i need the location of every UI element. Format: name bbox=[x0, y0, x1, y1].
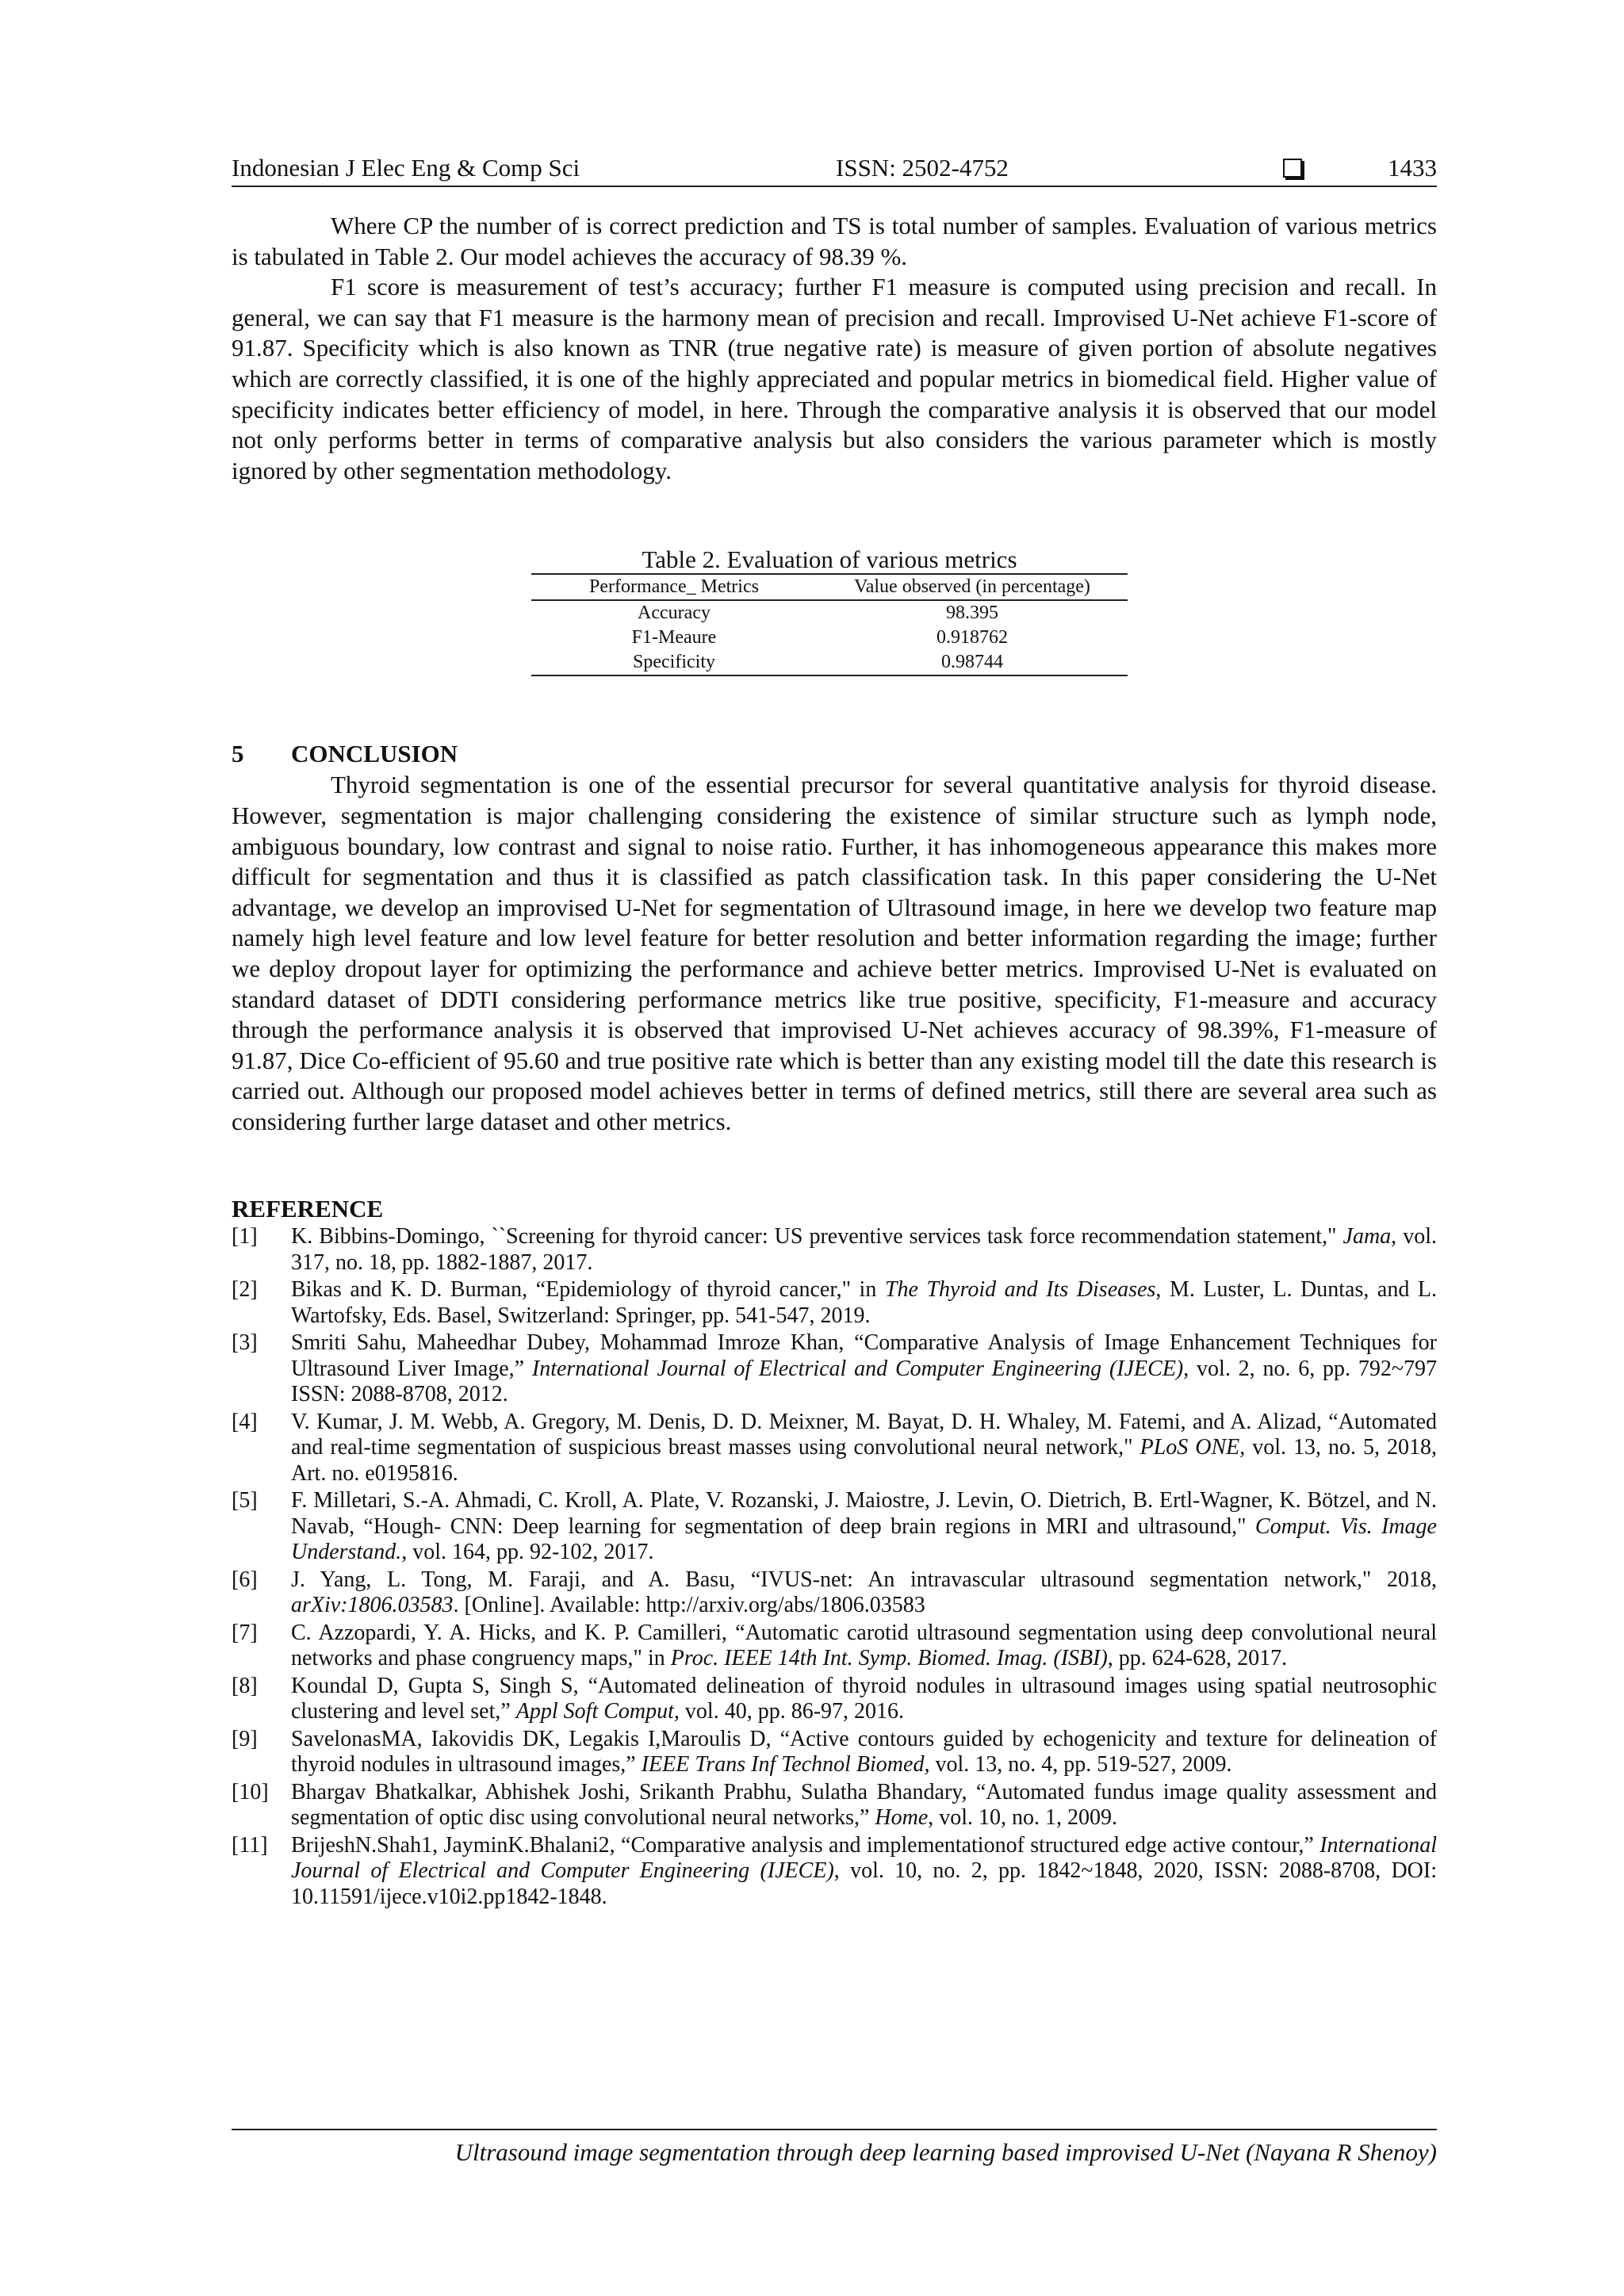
reference-item bbox=[232, 1277, 1437, 1329]
reference-details: vol. 40, pp. 86-97, 2016. bbox=[679, 1699, 905, 1724]
reference-item bbox=[232, 1488, 1437, 1566]
reference-number: [2] bbox=[232, 1277, 258, 1303]
reference-number: [9] bbox=[232, 1726, 258, 1751]
reference-details: , vol. 13, no. 5, 2018, Art. no. e0195816. bbox=[291, 1435, 1437, 1486]
table-row bbox=[531, 650, 1128, 675]
reference-details: , vol. 317, no. 18, pp. 1882-1887, 2017. bbox=[291, 1224, 1437, 1275]
table-header-cell: Performance_ Metrics bbox=[531, 574, 817, 600]
reference-number: [5] bbox=[232, 1488, 258, 1513]
reference-number: [4] bbox=[232, 1409, 258, 1434]
reference-source: IEEE Trans Inf Technol Biomed, bbox=[641, 1752, 930, 1777]
reference-number: [3] bbox=[232, 1330, 258, 1356]
reference-details: , pp. 624-628, 2017. bbox=[1107, 1646, 1288, 1671]
reference-text: BrijeshN.Shah1, JayminK.Bhalani2, “Comparative analysis and implementationof structured edge active contour,” bbox=[291, 1832, 1320, 1858]
reference-text: Koundal D, Gupta S, Singh S, “Automated delineation of thyroid nodules in ultrasound images using spatial neutrosophic clustering and level set,” bbox=[291, 1673, 1437, 1724]
journal-name: Indonesian J Elec Eng & Comp Sci bbox=[232, 154, 580, 182]
reference-number: [1] bbox=[232, 1224, 258, 1249]
reference-number: [6] bbox=[232, 1567, 258, 1592]
reference-item bbox=[232, 1727, 1437, 1778]
reference-source: International Journal of Electrical and Computer Engineering (IJECE) bbox=[291, 1832, 1437, 1884]
issn: ISSN: 2502-4752 bbox=[836, 154, 1009, 182]
body-paragraph-1: Where CP the number of is correct prediction and TS is total number of samples. Evaluation of various metrics is tabulated in Table 2. Our model achieves the accuracy of 98.39 %. bbox=[232, 212, 1437, 270]
reference-source: Appl Soft Comput, bbox=[515, 1699, 680, 1724]
metrics-table bbox=[531, 573, 1128, 676]
table-row bbox=[531, 600, 1128, 626]
reference-source: PLoS ONE bbox=[1139, 1435, 1240, 1460]
section-title: CONCLUSION bbox=[291, 740, 458, 768]
reference-source: The Thyroid and Its Diseases bbox=[884, 1277, 1156, 1303]
reference-item bbox=[232, 1780, 1437, 1831]
square-box-icon bbox=[1283, 159, 1302, 178]
table-caption: Table 2. Evaluation of various metrics bbox=[642, 545, 1017, 574]
reference-details: , M. Luster, L. Duntas, and L. Wartofsky, Eds. Basel, Switzerland: Springer, pp. 541-547, 2019. bbox=[291, 1277, 1438, 1328]
page bbox=[232, 151, 1437, 1911]
reference-number: [8] bbox=[232, 1673, 258, 1698]
reference-text: C. Azzopardi, Y. A. Hicks, and K. P. Camilleri, “Automatic carotid ultrasound segmentation using deep convolutional neural networks and phase congruency maps," in bbox=[291, 1620, 1437, 1671]
reference-source: Comput. Vis. Image Understand. bbox=[291, 1513, 1437, 1565]
reference-number: [11] bbox=[232, 1832, 268, 1858]
reference-text: F. Milletari, S.-A. Ahmadi, C. Kroll, A. Plate, V. Rozanski, J. Maiostre, J. Levin, O. Dietrich, B. Ertl-Wagner, K. Bötzel, and N. Navab, “Hough- CNN: Deep learning for segmentation of deep brain regions in MRI and ultrasound," bbox=[291, 1488, 1437, 1539]
reference-text: J. Yang, L. Tong, M. Faraji, and A. Basu, “IVUS-net: An intravascular ultrasound segmentation network," 2018, bbox=[291, 1567, 1437, 1592]
table-cell: 98.395 bbox=[946, 603, 998, 624]
reference-item bbox=[232, 1567, 1437, 1619]
reference-details: , vol. 2, no. 6, pp. 792~797 ISSN: 2088-8708, 2012. bbox=[291, 1356, 1437, 1407]
reference-item bbox=[232, 1224, 1437, 1276]
page-number: 1433 bbox=[1388, 154, 1437, 182]
table-cell: 0.918762 bbox=[936, 627, 1008, 649]
reference-item bbox=[232, 1674, 1437, 1725]
reference-text: Bikas and K. D. Burman, “Epidemiology of thyroid cancer," in bbox=[291, 1277, 885, 1303]
reference-details: , vol. 10, no. 1, 2009. bbox=[928, 1805, 1118, 1831]
table-header-cell: Value observed (in percentage) bbox=[817, 574, 1128, 600]
reference-details: , vol. 164, pp. 92-102, 2017. bbox=[401, 1540, 654, 1565]
reference-list bbox=[232, 1224, 1437, 1910]
reference-details: . [Online]. Available: http://arxiv.org/abs/1806.03583 bbox=[453, 1593, 925, 1618]
body-paragraph-2: F1 score is measurement of test’s accuracy; further F1 measure is computed using precision and recall. In general, we can say that F1 measure is the harmony mean of precision and recall. Improvised U-Net achieve F1-score of 91.87. Specificity which is also known as TNR (true negative rate) is measure of given portion of absolute negatives which are correctly classified, it is one of the highly appreciated and popular metrics in biomedical field. Higher value of specificity indicates better efficiency of model, in here. Through the comparative analysis it is observed that our model not only performs better in terms of comparative analysis but also considers the various parameter which is mostly ignored by other segmentation methodology. bbox=[232, 273, 1437, 484]
reference-source: International Journal of Electrical and Computer Engineering (IJECE) bbox=[531, 1356, 1184, 1381]
table-cell: Specificity bbox=[531, 650, 817, 675]
reference-text: K. Bibbins-Domingo, ``Screening for thyroid cancer: US preventive services task force recommendation statement," bbox=[291, 1224, 1343, 1249]
reference-source: Home bbox=[875, 1805, 929, 1831]
references-heading: REFERENCE bbox=[232, 1195, 384, 1223]
table-cell: Accuracy bbox=[638, 603, 710, 624]
table-header-row bbox=[531, 574, 1128, 600]
section-heading-conclusion bbox=[232, 738, 1437, 770]
reference-item bbox=[232, 1410, 1437, 1487]
reference-source: Proc. IEEE 14th Int. Symp. Biomed. Imag. (ISBI) bbox=[670, 1646, 1108, 1671]
running-header bbox=[232, 151, 1437, 187]
reference-item bbox=[232, 1833, 1437, 1911]
reference-source: Jama bbox=[1342, 1224, 1392, 1249]
reference-item bbox=[232, 1330, 1437, 1408]
running-footer: Ultrasound image segmentation through deep learning based improvised U-Net (Nayana R Shenoy) bbox=[232, 2129, 1437, 2168]
reference-number: [10] bbox=[232, 1779, 269, 1804]
table-2 bbox=[531, 546, 1128, 676]
table-row bbox=[531, 626, 1128, 650]
table-cell: 0.98744 bbox=[817, 650, 1128, 675]
reference-text: Bhargav Bhatkalkar, Abhishek Joshi, Srikanth Prabhu, Sulatha Bhandary, “Automated fundus image quality assessment and segmentation of optic disc using convolutional neural networks,” bbox=[291, 1779, 1437, 1831]
reference-item bbox=[232, 1621, 1437, 1672]
reference-source: arXiv:1806.03583 bbox=[291, 1593, 454, 1618]
reference-text: SavelonasMA, Iakovidis DK, Legakis I,Maroulis D, “Active contours guided by echogenicity and texture for delineation of thyroid nodules in ultrasound images,” bbox=[291, 1726, 1437, 1777]
reference-details: vol. 13, no. 4, pp. 519-527, 2009. bbox=[929, 1752, 1232, 1777]
table-cell: F1-Meaure bbox=[631, 627, 717, 649]
conclusion-paragraph: Thyroid segmentation is one of the essential precursor for several quantitative analysis for thyroid disease. However, segmentation is major challenging considering the existence of similar structure such as lymph node, ambiguous boundary, low contrast and signal to noise ratio. Further, it has inhomogeneous appearance this makes more difficult for segmentation and thus it is classified as patch classification task. In this paper considering the U-Net advantage, we develop an improvised U-Net for segmentation of Ultrasound image, in here we develop two feature map namely high level feature and low level feature for better resolution and better information regarding the image; further we deploy dropout layer for optimizing the performance and achieve better metrics. Improvised U-Net is evaluated on standard dataset of DDTI considering performance metrics like true positive, specificity, F1-measure and accuracy through the performance analysis it is observed that improvised U-Net achieves accuracy of 98.39%, F1-measure of 91.87, Dice Co-efficient of 95.60 and true positive rate which is better than any existing model till the date this research is carried out. Although our proposed model achieves better in terms of defined metrics, still there are several area such as considering further large dataset and other metrics. bbox=[232, 771, 1437, 1135]
reference-text: V. Kumar, J. M. Webb, A. Gregory, M. Denis, D. D. Meixner, M. Bayat, D. H. Whaley, M. Fatemi, and A. Alizad, “Automated and real-time segmentation of suspicious breast masses using convolutional neural network," bbox=[291, 1409, 1437, 1460]
reference-number: [7] bbox=[232, 1620, 258, 1645]
reference-text: Smriti Sahu, Maheedhar Dubey, Mohammad Imroze Khan, “Comparative Analysis of Image Enhancement Techniques for Ultrasound Liver Image,” bbox=[291, 1330, 1437, 1381]
reference-details: , vol. 10, no. 2, pp. 1842~1848, 2020, ISSN: 2088-8708, DOI: 10.11591/ijece.v10i2.pp1842-1848. bbox=[291, 1858, 1437, 1909]
section-number: 5 bbox=[232, 740, 244, 768]
